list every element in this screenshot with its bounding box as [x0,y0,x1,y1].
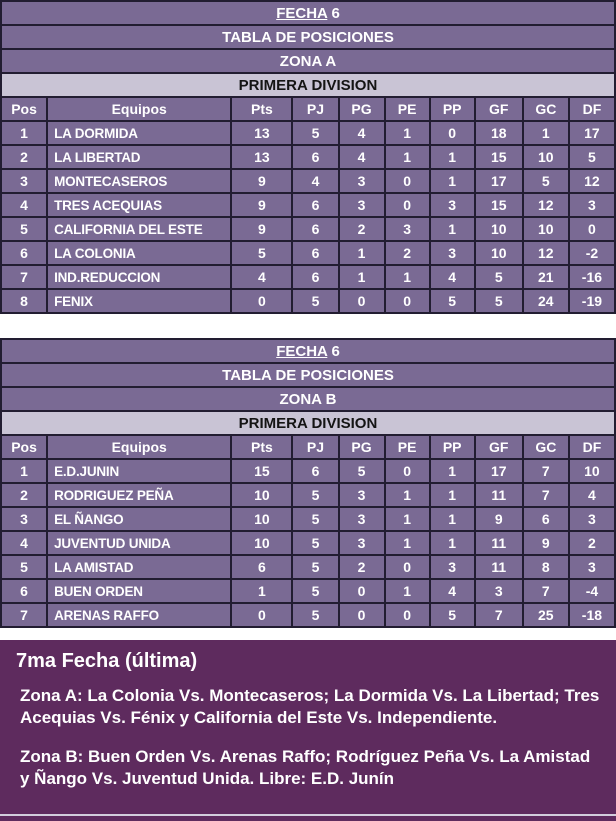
column-header-pos: Pos [1,97,47,121]
team-name-cell: LA COLONIA [47,241,231,265]
position-cell: 5 [1,555,47,579]
stat-cell: 4 [231,265,292,289]
stat-cell: 5 [475,289,523,313]
stat-cell: 6 [292,217,338,241]
stat-cell: 3 [339,169,385,193]
stat-cell: 17 [475,459,523,483]
position-cell: 7 [1,265,47,289]
stat-cell: 17 [475,169,523,193]
table-row [1,483,615,507]
table-row [1,531,615,555]
fecha-number: 6 [331,342,340,360]
stat-cell: 3 [385,217,430,241]
team-name-cell: MONTECASEROS [47,169,231,193]
stat-cell: 0 [385,289,430,313]
column-header-df: DF [569,435,615,459]
stat-cell: 12 [523,241,569,265]
team-name-cell: TRES ACEQUIAS [47,193,231,217]
table-row [1,555,615,579]
stat-cell: 11 [475,483,523,507]
stat-cell: 5 [292,555,338,579]
column-header-equipos: Equipos [47,435,231,459]
stat-cell: 5 [339,459,385,483]
stat-cell: 5 [292,121,338,145]
position-cell: 1 [1,459,47,483]
table-row [1,603,615,627]
stat-cell: 5 [523,169,569,193]
position-cell: 1 [1,121,47,145]
stat-cell: 4 [339,121,385,145]
stat-cell: 12 [523,193,569,217]
stat-cell: 5 [292,483,338,507]
stat-cell: 9 [523,531,569,555]
team-name-cell: EL ÑANGO [47,507,231,531]
stat-cell: 2 [339,555,385,579]
stat-cell: 6 [231,555,292,579]
stat-cell: 13 [231,145,292,169]
stat-cell: 10 [475,241,523,265]
zona-b-table [0,338,616,628]
stat-cell: 24 [523,289,569,313]
stat-cell: 6 [292,459,338,483]
stat-cell: 1 [385,483,430,507]
fecha-header-row [1,1,615,25]
position-cell: 7 [1,603,47,627]
stat-cell: -2 [569,241,615,265]
stat-cell: 1 [430,217,475,241]
stat-cell: 3 [569,193,615,217]
table-row [1,289,615,313]
position-cell: 3 [1,169,47,193]
stat-cell: 6 [292,241,338,265]
stat-cell: 0 [339,579,385,603]
column-header-gf: GF [475,435,523,459]
zone-row [1,49,615,73]
stat-cell: 1 [430,483,475,507]
stat-cell: 0 [430,121,475,145]
team-name-cell: LA DORMIDA [47,121,231,145]
stat-cell: 0 [569,217,615,241]
fecha-header-row [1,339,615,363]
zona-a-fixtures: Zona A: La Colonia Vs. Montecaseros; La Dormida Vs. La Libertad; Tres Acequias Vs. Fénix y California del Este Vs. Independiente. [20,686,600,728]
stat-cell: 11 [475,555,523,579]
column-header-pp: PP [430,97,475,121]
stat-cell: 9 [231,169,292,193]
zona-b-fixtures: Zona B: Buen Orden Vs. Arenas Raffo; Rodríguez Peña Vs. La Amistad y Ñango Vs. Juventud Unida. Libre: E.D. Junín [20,746,591,789]
stat-cell: 2 [385,241,430,265]
table-row [1,507,615,531]
table-row [1,265,615,289]
stat-cell: 3 [339,193,385,217]
column-header-pe: PE [385,435,430,459]
stat-cell: 0 [385,193,430,217]
stat-cell: 6 [292,193,338,217]
team-name-cell: JUVENTUD UNIDA [47,531,231,555]
stat-cell: 15 [231,459,292,483]
stat-cell: 17 [569,121,615,145]
stat-cell: 1 [385,121,430,145]
stat-cell: 5 [569,145,615,169]
position-cell: 2 [1,145,47,169]
team-name-cell: BUEN ORDEN [47,579,231,603]
stat-cell: 3 [569,507,615,531]
table-row [1,579,615,603]
fecha-number: 6 [331,4,340,22]
fecha-title [1,1,615,25]
team-name-cell: IND.REDUCCION [47,265,231,289]
team-name-cell: FENIX [47,289,231,313]
table-subtitle: TABLA DE POSICIONES [1,25,615,49]
tables-gap [0,314,616,338]
stat-cell: 5 [292,531,338,555]
stat-cell: 1 [430,145,475,169]
stat-cell: 0 [385,603,430,627]
stat-cell: 0 [231,603,292,627]
column-header-row [1,435,615,459]
column-header-equipos: Equipos [47,97,231,121]
fixtures-title: 7ma Fecha (última) [16,650,198,672]
column-header-pe: PE [385,97,430,121]
column-header-pts: Pts [231,97,292,121]
stat-cell: -16 [569,265,615,289]
stat-cell: 5 [292,507,338,531]
stat-cell: 0 [385,169,430,193]
subtitle-row [1,25,615,49]
stat-cell: 18 [475,121,523,145]
stat-cell: 4 [292,169,338,193]
division-row [1,411,615,435]
zone-title: ZONA A [1,49,615,73]
fecha-title [1,339,615,363]
division-title: PRIMERA DIVISION [1,73,615,97]
position-cell: 4 [1,531,47,555]
stat-cell: 0 [385,459,430,483]
stat-cell: 3 [569,555,615,579]
fecha-label: FECHA [276,4,328,22]
stat-cell: 5 [430,289,475,313]
column-header-pj: PJ [292,97,338,121]
stat-cell: 4 [430,265,475,289]
team-name-cell: CALIFORNIA DEL ESTE [47,217,231,241]
table-row [1,193,615,217]
stat-cell: 4 [430,579,475,603]
stat-cell: 0 [231,289,292,313]
zone-title: ZONA B [1,387,615,411]
zone-row [1,387,615,411]
position-cell: 5 [1,217,47,241]
stat-cell: 1 [430,531,475,555]
stat-cell: 1 [385,579,430,603]
table-row [1,169,615,193]
stat-cell: 10 [231,483,292,507]
team-name-cell: RODRIGUEZ PEÑA [47,483,231,507]
stat-cell: 9 [231,217,292,241]
stat-cell: 7 [475,603,523,627]
stat-cell: 6 [523,507,569,531]
stat-cell: 10 [523,217,569,241]
stat-cell: 10 [231,507,292,531]
column-header-pj: PJ [292,435,338,459]
stat-cell: 7 [523,483,569,507]
stat-cell: 7 [523,459,569,483]
stat-cell: 5 [292,289,338,313]
stat-cell: 10 [231,531,292,555]
zona-a-table [0,0,616,314]
stat-cell: 13 [231,121,292,145]
stat-cell: 9 [475,507,523,531]
team-name-cell: LA LIBERTAD [47,145,231,169]
stat-cell: -4 [569,579,615,603]
stat-cell: 1 [339,241,385,265]
stat-cell: 10 [569,459,615,483]
table-row [1,145,615,169]
stat-cell: 5 [231,241,292,265]
subtitle-row [1,363,615,387]
stat-cell: 3 [430,241,475,265]
stat-cell: 0 [385,555,430,579]
column-header-gc: GC [523,435,569,459]
stat-cell: 11 [475,531,523,555]
fecha-label: FECHA [276,342,328,360]
stat-cell: 25 [523,603,569,627]
stat-cell: 2 [569,531,615,555]
stat-cell: 1 [231,579,292,603]
stat-cell: 5 [475,265,523,289]
stat-cell: 15 [475,193,523,217]
stat-cell: 3 [339,531,385,555]
stat-cell: 5 [292,603,338,627]
column-header-pg: PG [339,97,385,121]
table-subtitle: TABLA DE POSICIONES [1,363,615,387]
stat-cell: 9 [231,193,292,217]
column-header-df: DF [569,97,615,121]
stat-cell: 6 [292,265,338,289]
position-cell: 6 [1,579,47,603]
table-row [1,241,615,265]
stat-cell: 1 [339,265,385,289]
zona-b-rows [1,459,615,627]
column-header-pp: PP [430,435,475,459]
column-header-gf: GF [475,97,523,121]
footer-gap [0,628,616,640]
stat-cell: 21 [523,265,569,289]
stat-cell: 7 [523,579,569,603]
stat-cell: 6 [292,145,338,169]
position-cell: 4 [1,193,47,217]
position-cell: 6 [1,241,47,265]
stat-cell: 12 [569,169,615,193]
stat-cell: 3 [430,555,475,579]
stat-cell: 1 [430,507,475,531]
stat-cell: -18 [569,603,615,627]
stat-cell: 0 [339,603,385,627]
stat-cell: 1 [385,507,430,531]
stat-cell: 1 [523,121,569,145]
stat-cell: 10 [475,217,523,241]
stat-cell: 1 [385,265,430,289]
column-header-row [1,97,615,121]
position-cell: 8 [1,289,47,313]
stat-cell: 4 [569,483,615,507]
stat-cell: 10 [523,145,569,169]
stat-cell: 3 [339,507,385,531]
stat-cell: 15 [475,145,523,169]
division-row [1,73,615,97]
stat-cell: 4 [339,145,385,169]
column-header-gc: GC [523,97,569,121]
stat-cell: 3 [339,483,385,507]
column-header-pos: Pos [1,435,47,459]
team-name-cell: ARENAS RAFFO [47,603,231,627]
column-header-pts: Pts [231,435,292,459]
division-title: PRIMERA DIVISION [1,411,615,435]
stat-cell: 8 [523,555,569,579]
stat-cell: 2 [339,217,385,241]
stat-cell: 1 [430,169,475,193]
zona-a-rows [1,121,615,313]
stat-cell: 1 [385,145,430,169]
table-row [1,459,615,483]
footer-divider-line [0,814,616,816]
stat-cell: 0 [339,289,385,313]
team-name-cell: LA AMISTAD [47,555,231,579]
position-cell: 2 [1,483,47,507]
stat-cell: 3 [430,193,475,217]
stat-cell: 1 [385,531,430,555]
table-row [1,121,615,145]
stat-cell: -19 [569,289,615,313]
column-header-pg: PG [339,435,385,459]
stat-cell: 5 [430,603,475,627]
table-row [1,217,615,241]
position-cell: 3 [1,507,47,531]
stat-cell: 5 [292,579,338,603]
team-name-cell: E.D.JUNIN [47,459,231,483]
next-fixtures-panel [0,640,616,821]
stat-cell: 3 [475,579,523,603]
stat-cell: 1 [430,459,475,483]
